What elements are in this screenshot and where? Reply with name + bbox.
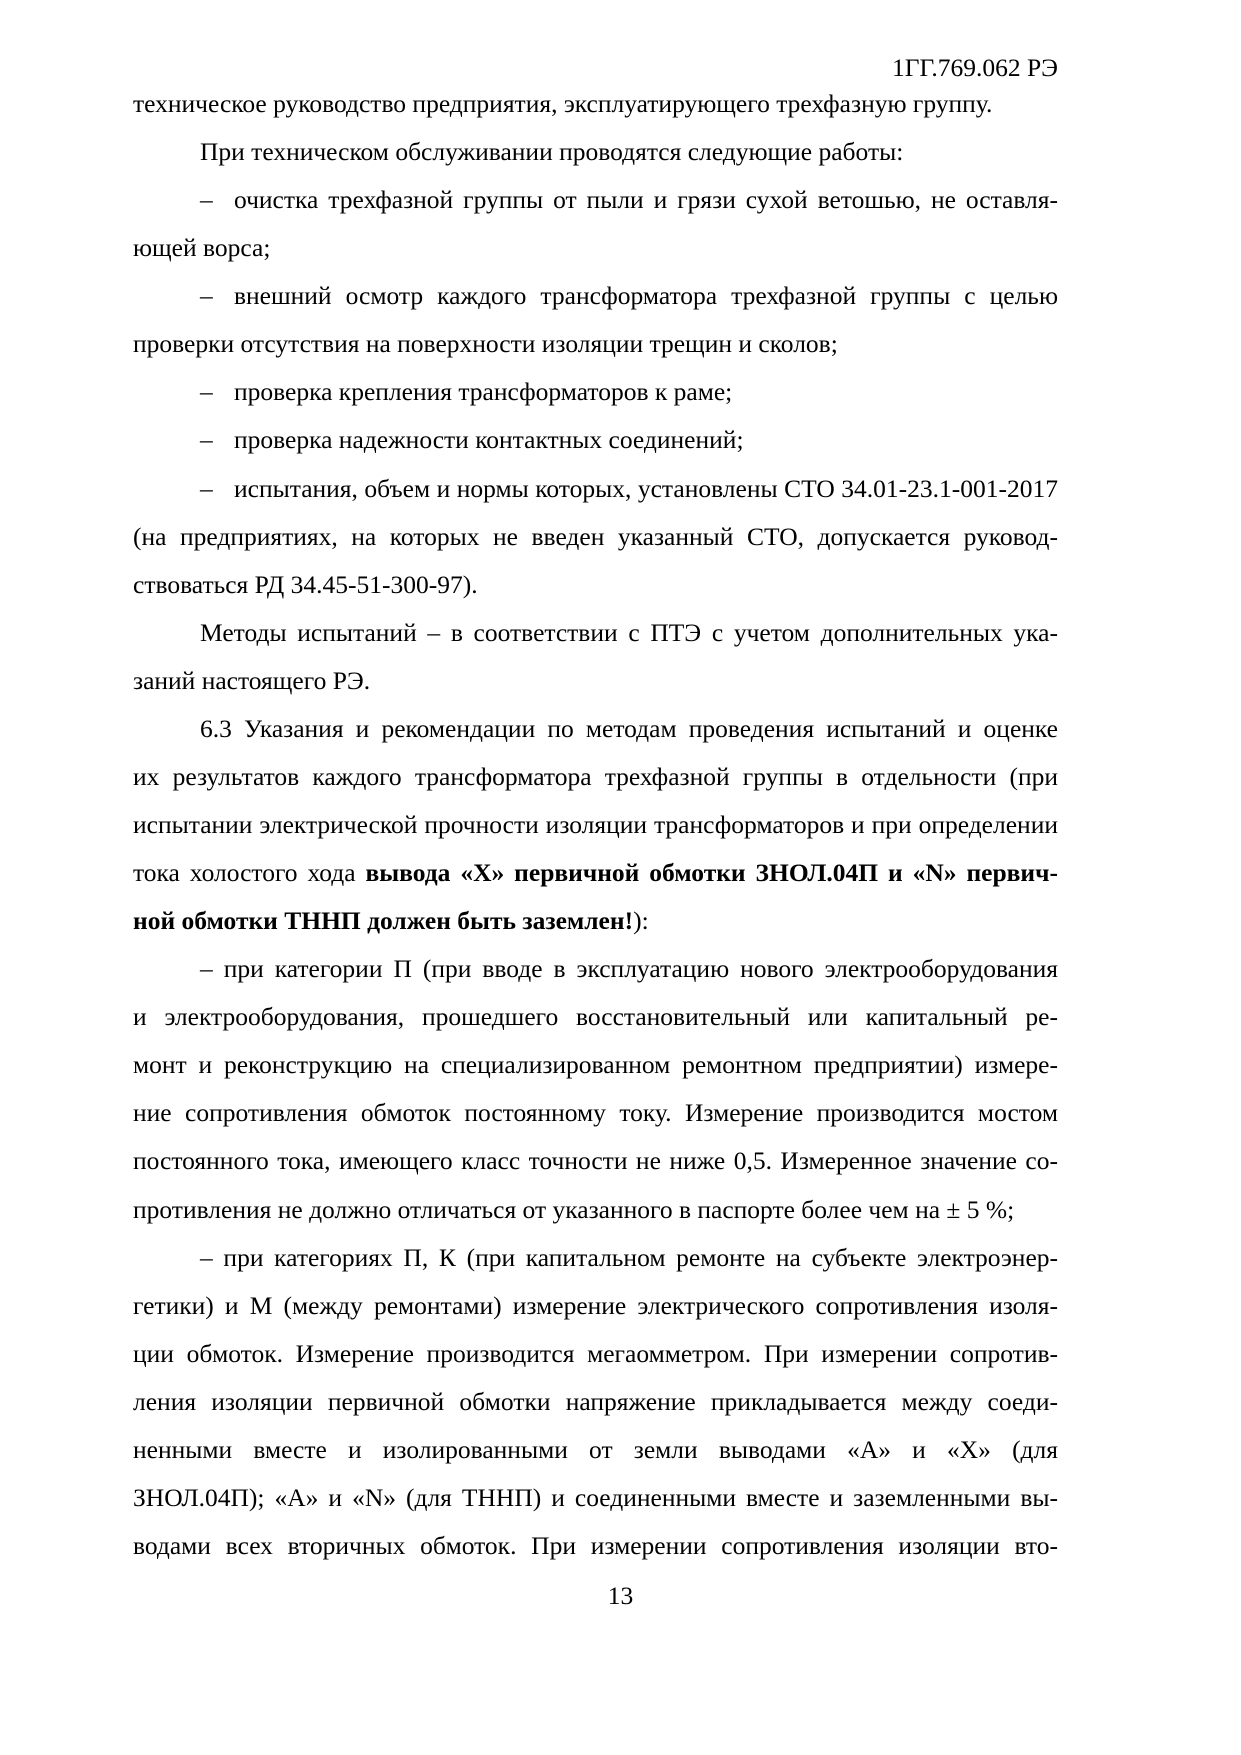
text-line: постоянного тока, имеющего класс точности не ниже 0,5. Измеренное значение со-	[133, 1146, 1058, 1175]
text-span: испытания, объем и нормы которых, установлены СТО 34.01-23.1-001-2017	[234, 474, 1058, 503]
page-number: 13	[607, 1581, 634, 1610]
dash-bullet: –	[200, 185, 213, 214]
text-line: ствоваться РД 34.45-51-300-97).	[133, 570, 478, 599]
text-line: ЗНОЛ.04П); «А» и «N» (для ТННП) и соединенными вместе и заземленными вы-	[133, 1483, 1058, 1512]
text-line: испытании электрической прочности изоляции трансформаторов и при определении	[133, 810, 1058, 839]
text-line: противления не должно отличаться от указанного в паспорте более чем на ± 5 %;	[133, 1195, 1015, 1224]
text-line: ненными вместе и изолированными от земли выводами «А» и «X» (для	[133, 1435, 1058, 1464]
text-line	[133, 857, 1058, 889]
text-line: ления изоляции первичной обмотки напряжение прикладывается между соеди-	[133, 1387, 1058, 1416]
warning-bold-text: ной обмотки ТННП должен быть заземлен!	[133, 906, 634, 935]
list-item-line	[200, 280, 1058, 312]
text-line: При техническом обслуживании проводятся следующие работы:	[200, 137, 904, 166]
list-item-line	[200, 184, 1058, 216]
document-code-header: 1ГГ.769.062 РЭ	[892, 53, 1058, 82]
dash-bullet: –	[200, 425, 213, 454]
text-line: их результатов каждого трансформатора трехфазной группы в отдельности (при	[133, 762, 1058, 791]
dash-bullet: –	[200, 281, 213, 310]
text-span: ):	[633, 906, 649, 935]
list-item-line	[200, 424, 1058, 456]
text-line: техническое руководство предприятия, эксплуатирующего трехфазную группу.	[133, 89, 993, 118]
text-line: монт и реконструкцию на специализированном ремонтном предприятии) измере-	[133, 1050, 1058, 1079]
text-span: проверка крепления трансформаторов к раме;	[234, 377, 733, 406]
text-line: и электрооборудования, прошедшего восстановительный или капитальный ре-	[133, 1002, 1058, 1031]
text-line: ние сопротивления обмоток постоянному току. Измерение производится мостом	[133, 1098, 1058, 1127]
dash-bullet: –	[200, 377, 213, 406]
text-line: ющей ворса;	[133, 233, 271, 262]
text-line: проверки отсутствия на поверхности изоляции трещин и сколов;	[133, 329, 838, 358]
text-span: внешний осмотр каждого трансформатора трехфазной группы с целью	[234, 281, 1058, 310]
list-item-line	[200, 473, 1058, 505]
text-line: гетики) и М (между ремонтами) измерение электрического сопротивления изоля-	[133, 1291, 1058, 1320]
text-span: проверка надежности контактных соединений;	[234, 425, 744, 454]
text-line: водами всех вторичных обмоток. При измерении сопротивления изоляции вто-	[133, 1531, 1058, 1560]
list-item-line: – при категориях П, К (при капитальном ремонте на субъекте электроэнер-	[200, 1243, 1058, 1272]
text-line	[133, 905, 1058, 937]
text-line: заний настоящего РЭ.	[133, 666, 371, 695]
list-item-line: – при категории П (при вводе в эксплуатацию нового электрооборудования	[200, 954, 1058, 983]
warning-bold-text: вывода «X» первичной обмотки ЗНОЛ.04П и «N» первич-	[365, 858, 1058, 887]
text-span: тока холостого хода	[133, 858, 366, 887]
list-item-line	[200, 376, 1058, 408]
text-line: ции обмоток. Измерение производится мегаомметром. При измерении сопротив-	[133, 1339, 1058, 1368]
dash-bullet: –	[200, 474, 213, 503]
text-line: Методы испытаний – в соответствии с ПТЭ с учетом дополнительных ука-	[200, 618, 1058, 647]
text-span: очистка трехфазной группы от пыли и грязи сухой ветошью, не оставля-	[234, 185, 1058, 214]
section-heading-line: 6.3 Указания и рекомендации по методам проведения испытаний и оценке	[200, 714, 1058, 743]
text-line: (на предприятиях, на которых не введен указанный СТО, допускается руковод-	[133, 522, 1058, 551]
